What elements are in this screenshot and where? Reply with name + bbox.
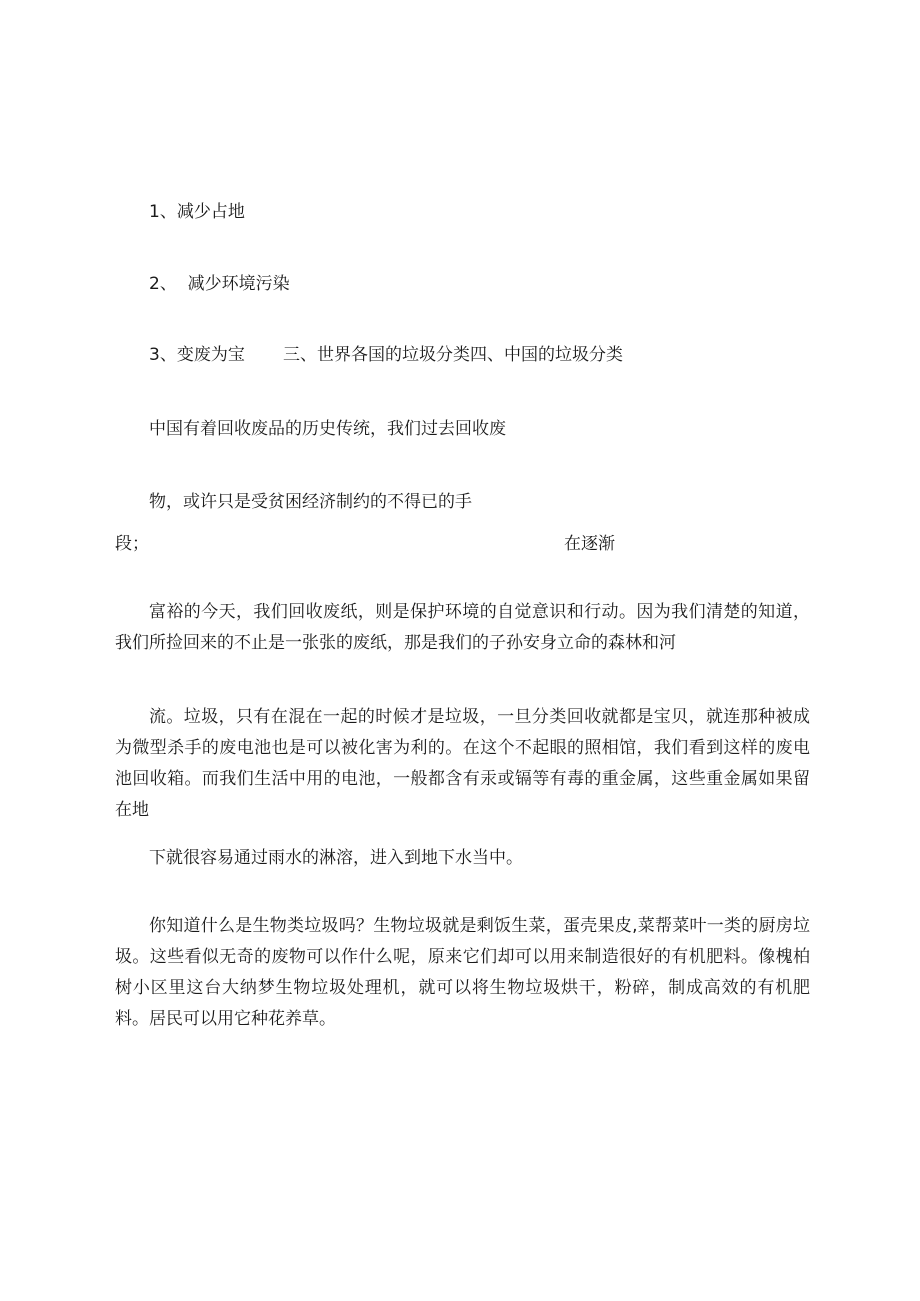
paragraph-1-line-2: 物，或许只是受贫困经济制约的不得已的手 [149,492,472,512]
list-item-3: 3、变废为宝 [149,345,245,365]
section-headings: 三、世界各国的垃圾分类四、中国的垃圾分类 [283,345,623,365]
paragraph-1-line-3-left: 段； [115,534,149,554]
list-item-2: 2、 减少环境污染 [149,274,290,294]
paragraph-2: 富裕的今天，我们回收废纸，则是保护环境的自觉意识和行动。因为我们清楚的知道，我们所捡回来的不止是一张张的废纸，那是我们的子孙安身立命的森林和河 [115,602,810,653]
paragraph-4: 下就很容易通过雨水的淋溶，进入到地下水当中。 [149,848,523,868]
paragraph-1-line-3-right: 在逐渐 [564,534,615,554]
list-item-1: 1、减少占地 [149,202,245,222]
paragraph-5: 你知道什么是生物类垃圾吗？生物垃圾就是剩饭生菜，蛋壳果皮,菜帮菜叶一类的厨房垃圾。这些看似无奇的废物可以作什么呢，原来它们却可以用来制造很好的有机肥料。像槐柏树小区里这台大纳梦生物垃圾处理机，就可以将生物垃圾烘干，粉碎，制成高效的有机肥料。居民可以用它种花养草。 [115,916,810,1029]
paragraph-1-line-1: 中国有着回收废品的历史传统，我们过去回收废 [149,419,506,439]
paragraph-3: 流。垃圾，只有在混在一起的时候才是垃圾，一旦分类回收就都是宝贝，就连那种被成为微型杀手的废电池也是可以被化害为利的。在这个不起眼的照相馆，我们看到这样的废电池回收箱。而我们生活中用的电池，一般都含有汞或镉等有毒的重金属，这些重金属如果留在地 [115,707,810,820]
